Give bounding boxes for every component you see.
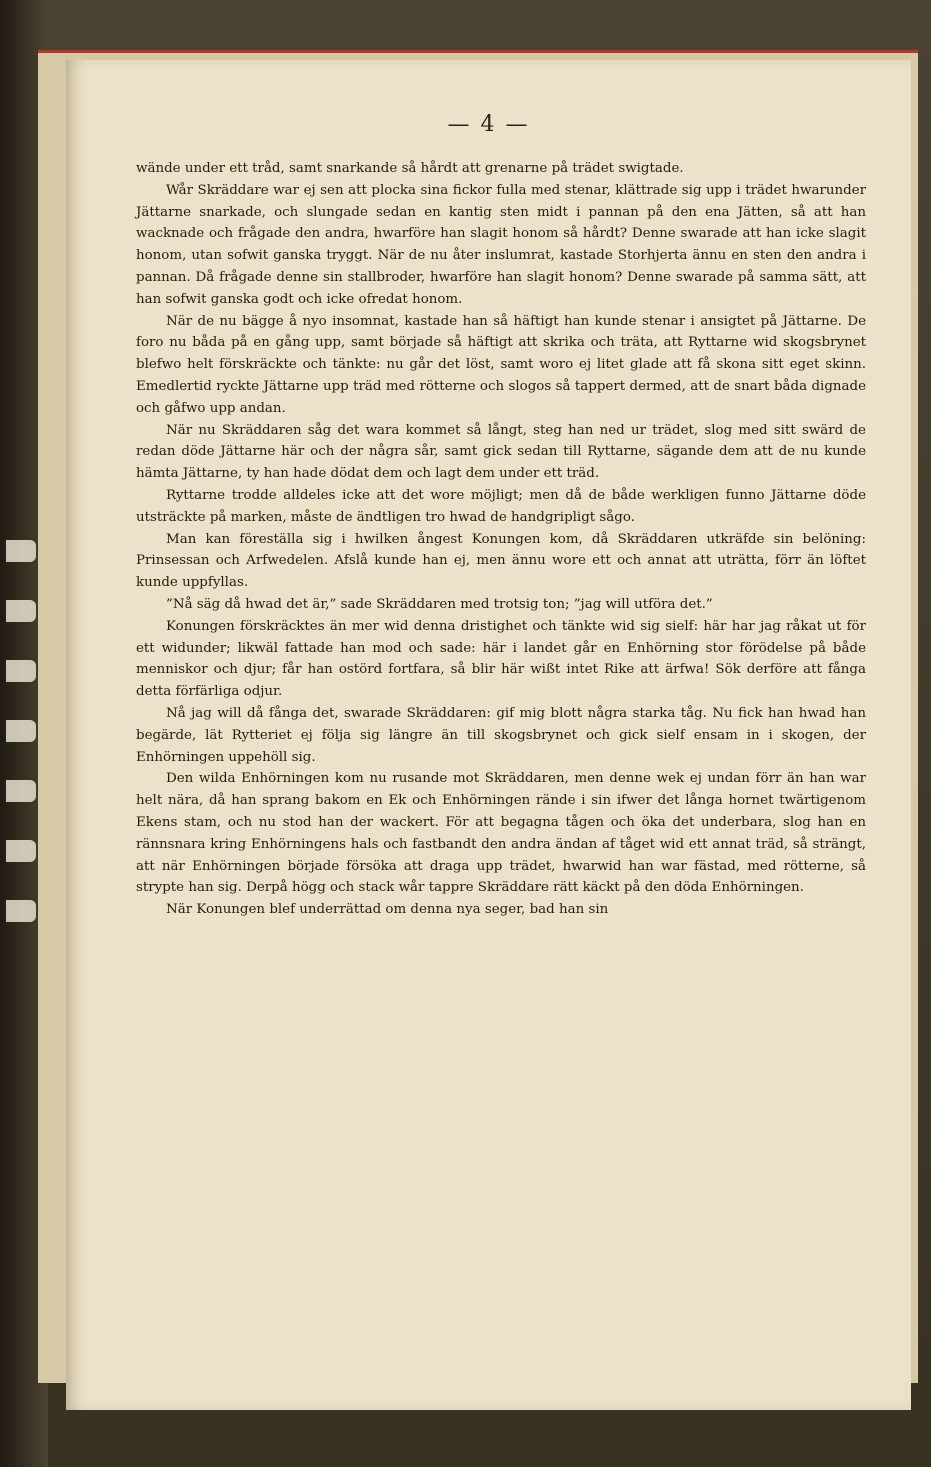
- book-page: [66, 60, 911, 1410]
- spine-band: [6, 840, 36, 862]
- paragraph: Wår Skräddare war ej sen att plocka sina fickor fulla med stenar, klättrade sig upp i trädet hwarunder Jättarne snarkade, och slungade sedan en kantig sten midt i pannan på den ena Jätten, så att han wacknade och frågade den andra, hwarföre han slagit honom så hårdt? Denne swarade att han icke slagit honom, utan sofwit ganska tryggt. När de nu åter inslumrat, kastade Storhjerta ännu en sten den andra i pannan. Då frågade denne sin stallbroder, hwarföre han slagit honom? Denne swarade på samma sätt, att han sofwit ganska godt och icke ofredat honom.: [136, 182, 866, 307]
- spine-band: [6, 660, 36, 682]
- spine-band: [6, 900, 36, 922]
- spine-band: [6, 780, 36, 802]
- body-text: [136, 158, 866, 921]
- spine-band: [6, 600, 36, 622]
- spine-band: [6, 540, 36, 562]
- paragraph: Den wilda Enhörningen kom nu rusande mot Skräddaren, men denne wek ej undan förr än han war helt nära, då han sprang bakom en Ek och Enhörningen rände i sin ifwer det långa hornet twärtigenom Ekens stam, och nu stod han der wackert. För att begagna tågen och öka det underbara, slog han en rännsnara kring Enhörningens hals och fastbandt den andra ändan af tåget wid ett annat träd, så strängt, att när Enhörningen började försöka att draga upp trädet, hwarwid han war fästad, med rötterne, så strypte han sig. Derpå högg och stack wår tappre Skräddare rätt käckt på den döda Enhörningen.: [136, 771, 866, 896]
- paragraph: Ryttarne trodde alldeles icke att det wore möjligt; men då de både werkligen funno Jättarne döde utsträckte på marken, måste de ändtligen tro hwad de handgripligt sågo.: [136, 487, 866, 525]
- page-number-header: — 4 —: [447, 112, 530, 137]
- spine-band: [6, 720, 36, 742]
- paragraph: När nu Skräddaren såg det wara kommet så långt, steg han ned ur trädet, slog med sitt swärd de redan döde Jättarne här och der några sår, samt gick sedan till Ryttarne, sägande dem att de nu kunde hämta Jättarne, ty han hade dödat dem och lagt dem under ett träd.: [136, 422, 866, 482]
- paragraph: När de nu bägge å nyo insomnat, kastade han så häftigt han kunde stenar i ansigtet på Jättarne. De foro nu båda på en gång upp, samt började så häftigt att skrika och träta, att Ryttarne wid skogsbrynet blefwo helt förskräckte och tänkte: nu går det löst, samt woro ej litet glade att få skona sitt eget skinn. Emedlertid ryckte Jättarne upp träd med rötterne och slogos så tappert dermed, att de snart båda dignade och gåfwo upp andan.: [136, 313, 866, 416]
- paragraph: Nå jag will då fånga det, swarade Skräddaren: gif mig blott några starka tåg. Nu fick han hwad han begärde, lät Rytteriet ej följa sig längre än till skogsbrynet och gick sielf ensam in i skogen, der Enhörningen uppehöll sig.: [136, 705, 866, 765]
- paragraph: När Konungen blef underrättad om denna nya seger, bad han sin: [166, 902, 609, 918]
- paragraph: ”Nå säg då hwad det är,” sade Skräddaren med trotsig ton; ”jag will utföra det.”: [166, 596, 713, 612]
- paragraph: Man kan föreställa sig i hwilken ångest Konungen kom, då Skräddaren utkräfde sin belöning: Prinsessan och Arfwedelen. Afslå kunde han ej, men ännu wore ett och annat att uträtta, förr än löftet kunde uppfyllas.: [136, 531, 866, 591]
- paragraph: Konungen förskräcktes än mer wid denna dristighet och tänkte wid sig sielf: här har jag råkat ut för ett widunder; likwäl fattade han mod och sade: här i landet går en Enhörning stor förödelse på både menniskor och djur; får han ostörd fortfara, så blir här wißt intet Rike att ärfwa! Sök derföre att fånga detta förfärliga odjur.: [136, 618, 866, 700]
- paragraph: wände under ett tråd, samt snarkande så hårdt att grenarne på trädet swigtade.: [136, 161, 684, 176]
